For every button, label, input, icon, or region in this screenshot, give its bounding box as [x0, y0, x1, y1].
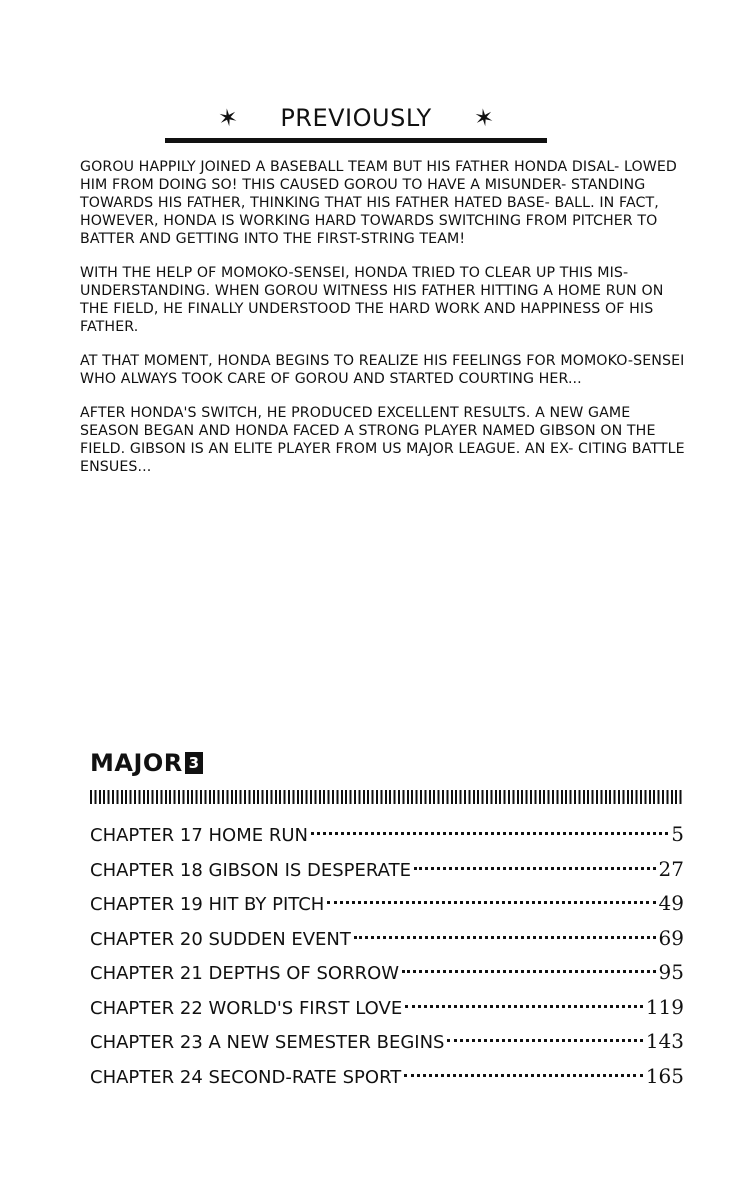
recap-section — [80, 158, 690, 492]
header-underline — [165, 138, 547, 143]
chapter-page: 143 — [645, 1029, 684, 1053]
chapter-page: 49 — [658, 891, 684, 915]
series-name: MAJOR — [90, 749, 183, 777]
leader-dots — [447, 1039, 642, 1042]
recap-paragraph: WITH THE HELP OF MOMOKO-SENSEI, HONDA TRIED TO CLEAR UP THIS MIS- UNDERSTANDING. WHEN GOROU WITNESS HIS FATHER HITTING A HOME RUN ON THE FIELD, HE FINALLY UNDERSTOOD THE HARD WORK AND HAPPINESS OF HIS FATHER. — [80, 265, 664, 335]
chapter-entry — [90, 822, 684, 857]
star-right-icon: ✶ — [471, 102, 496, 134]
star-left-icon: ✶ — [216, 102, 241, 134]
barcode-divider — [90, 790, 684, 804]
chapter-page: 69 — [658, 925, 684, 950]
chapter-page: 95 — [658, 960, 684, 984]
series-title — [90, 748, 684, 778]
chapter-entry — [90, 1029, 684, 1064]
chapter-page: 119 — [645, 994, 684, 1019]
recap-paragraph: AFTER HONDA'S SWITCH, HE PRODUCED EXCELLENT RESULTS. A NEW GAME SEASON BEGAN AND HONDA FACED A STRONG PLAYER NAMED GIBSON ON THE FIELD. GIBSON IS AN ELITE PLAYER FROM US MAJOR LEAGUE. AN EX- CITING BATTLE ENSUES... — [80, 405, 685, 475]
chapter-label: CHAPTER 20 SUDDEN EVENT — [90, 928, 351, 950]
leader-dots — [405, 1005, 643, 1008]
leader-dots — [311, 832, 668, 835]
volume-badge: 3 — [185, 752, 203, 774]
chapter-label: CHAPTER 21 DEPTHS OF SORROW — [90, 963, 400, 984]
previously-header — [165, 98, 547, 148]
chapter-list — [90, 822, 684, 1098]
chapter-label: CHAPTER 22 WORLD'S FIRST LOVE — [90, 997, 403, 1019]
chapter-label: CHAPTER 17 HOME RUN — [90, 825, 308, 846]
chapter-entry — [90, 891, 684, 926]
chapter-page: 27 — [658, 856, 684, 881]
table-of-contents — [90, 748, 684, 1098]
chapter-label: CHAPTER 23 A NEW SEMESTER BEGINS — [90, 1032, 445, 1053]
recap-paragraph: GOROU HAPPILY JOINED A BASEBALL TEAM BUT HIS FATHER HONDA DISAL- LOWED HIM FROM DOING SO! THIS CAUSED GOROU TO HAVE A MISUNDER- STANDING TOWARDS HIS FATHER, THINKING THAT HIS FATHER HATED BASE- BALL. IN FACT, HOWEVER, HONDA IS WORKING HARD TOWARDS SWITCHING FROM PITCHER TO BATTER AND GETTING INTO THE FIRST-STRING TEAM! — [80, 159, 677, 247]
chapter-entry — [90, 857, 684, 892]
chapter-page: 5 — [671, 822, 684, 846]
leader-dots — [402, 970, 655, 973]
chapter-page: 165 — [645, 1063, 684, 1088]
recap-paragraph: AT THAT MOMENT, HONDA BEGINS TO REALIZE HIS FEELINGS FOR MOMOKO-SENSEI WHO ALWAYS TOOK CARE OF GOROU AND STARTED COURTING HER... — [80, 353, 685, 387]
leader-dots — [354, 936, 656, 939]
chapter-label: CHAPTER 24 SECOND-RATE SPORT — [90, 1066, 402, 1088]
chapter-entry — [90, 1064, 684, 1099]
chapter-label: CHAPTER 19 HIT BY PITCH — [90, 894, 325, 915]
chapter-entry — [90, 960, 684, 995]
header-row — [165, 98, 547, 138]
page-title: PREVIOUSLY — [280, 104, 432, 132]
leader-dots — [414, 867, 656, 870]
leader-dots — [404, 1074, 643, 1077]
chapter-label: CHAPTER 18 GIBSON IS DESPERATE — [90, 859, 411, 881]
chapter-entry — [90, 926, 684, 961]
leader-dots — [327, 901, 655, 904]
chapter-entry — [90, 995, 684, 1030]
